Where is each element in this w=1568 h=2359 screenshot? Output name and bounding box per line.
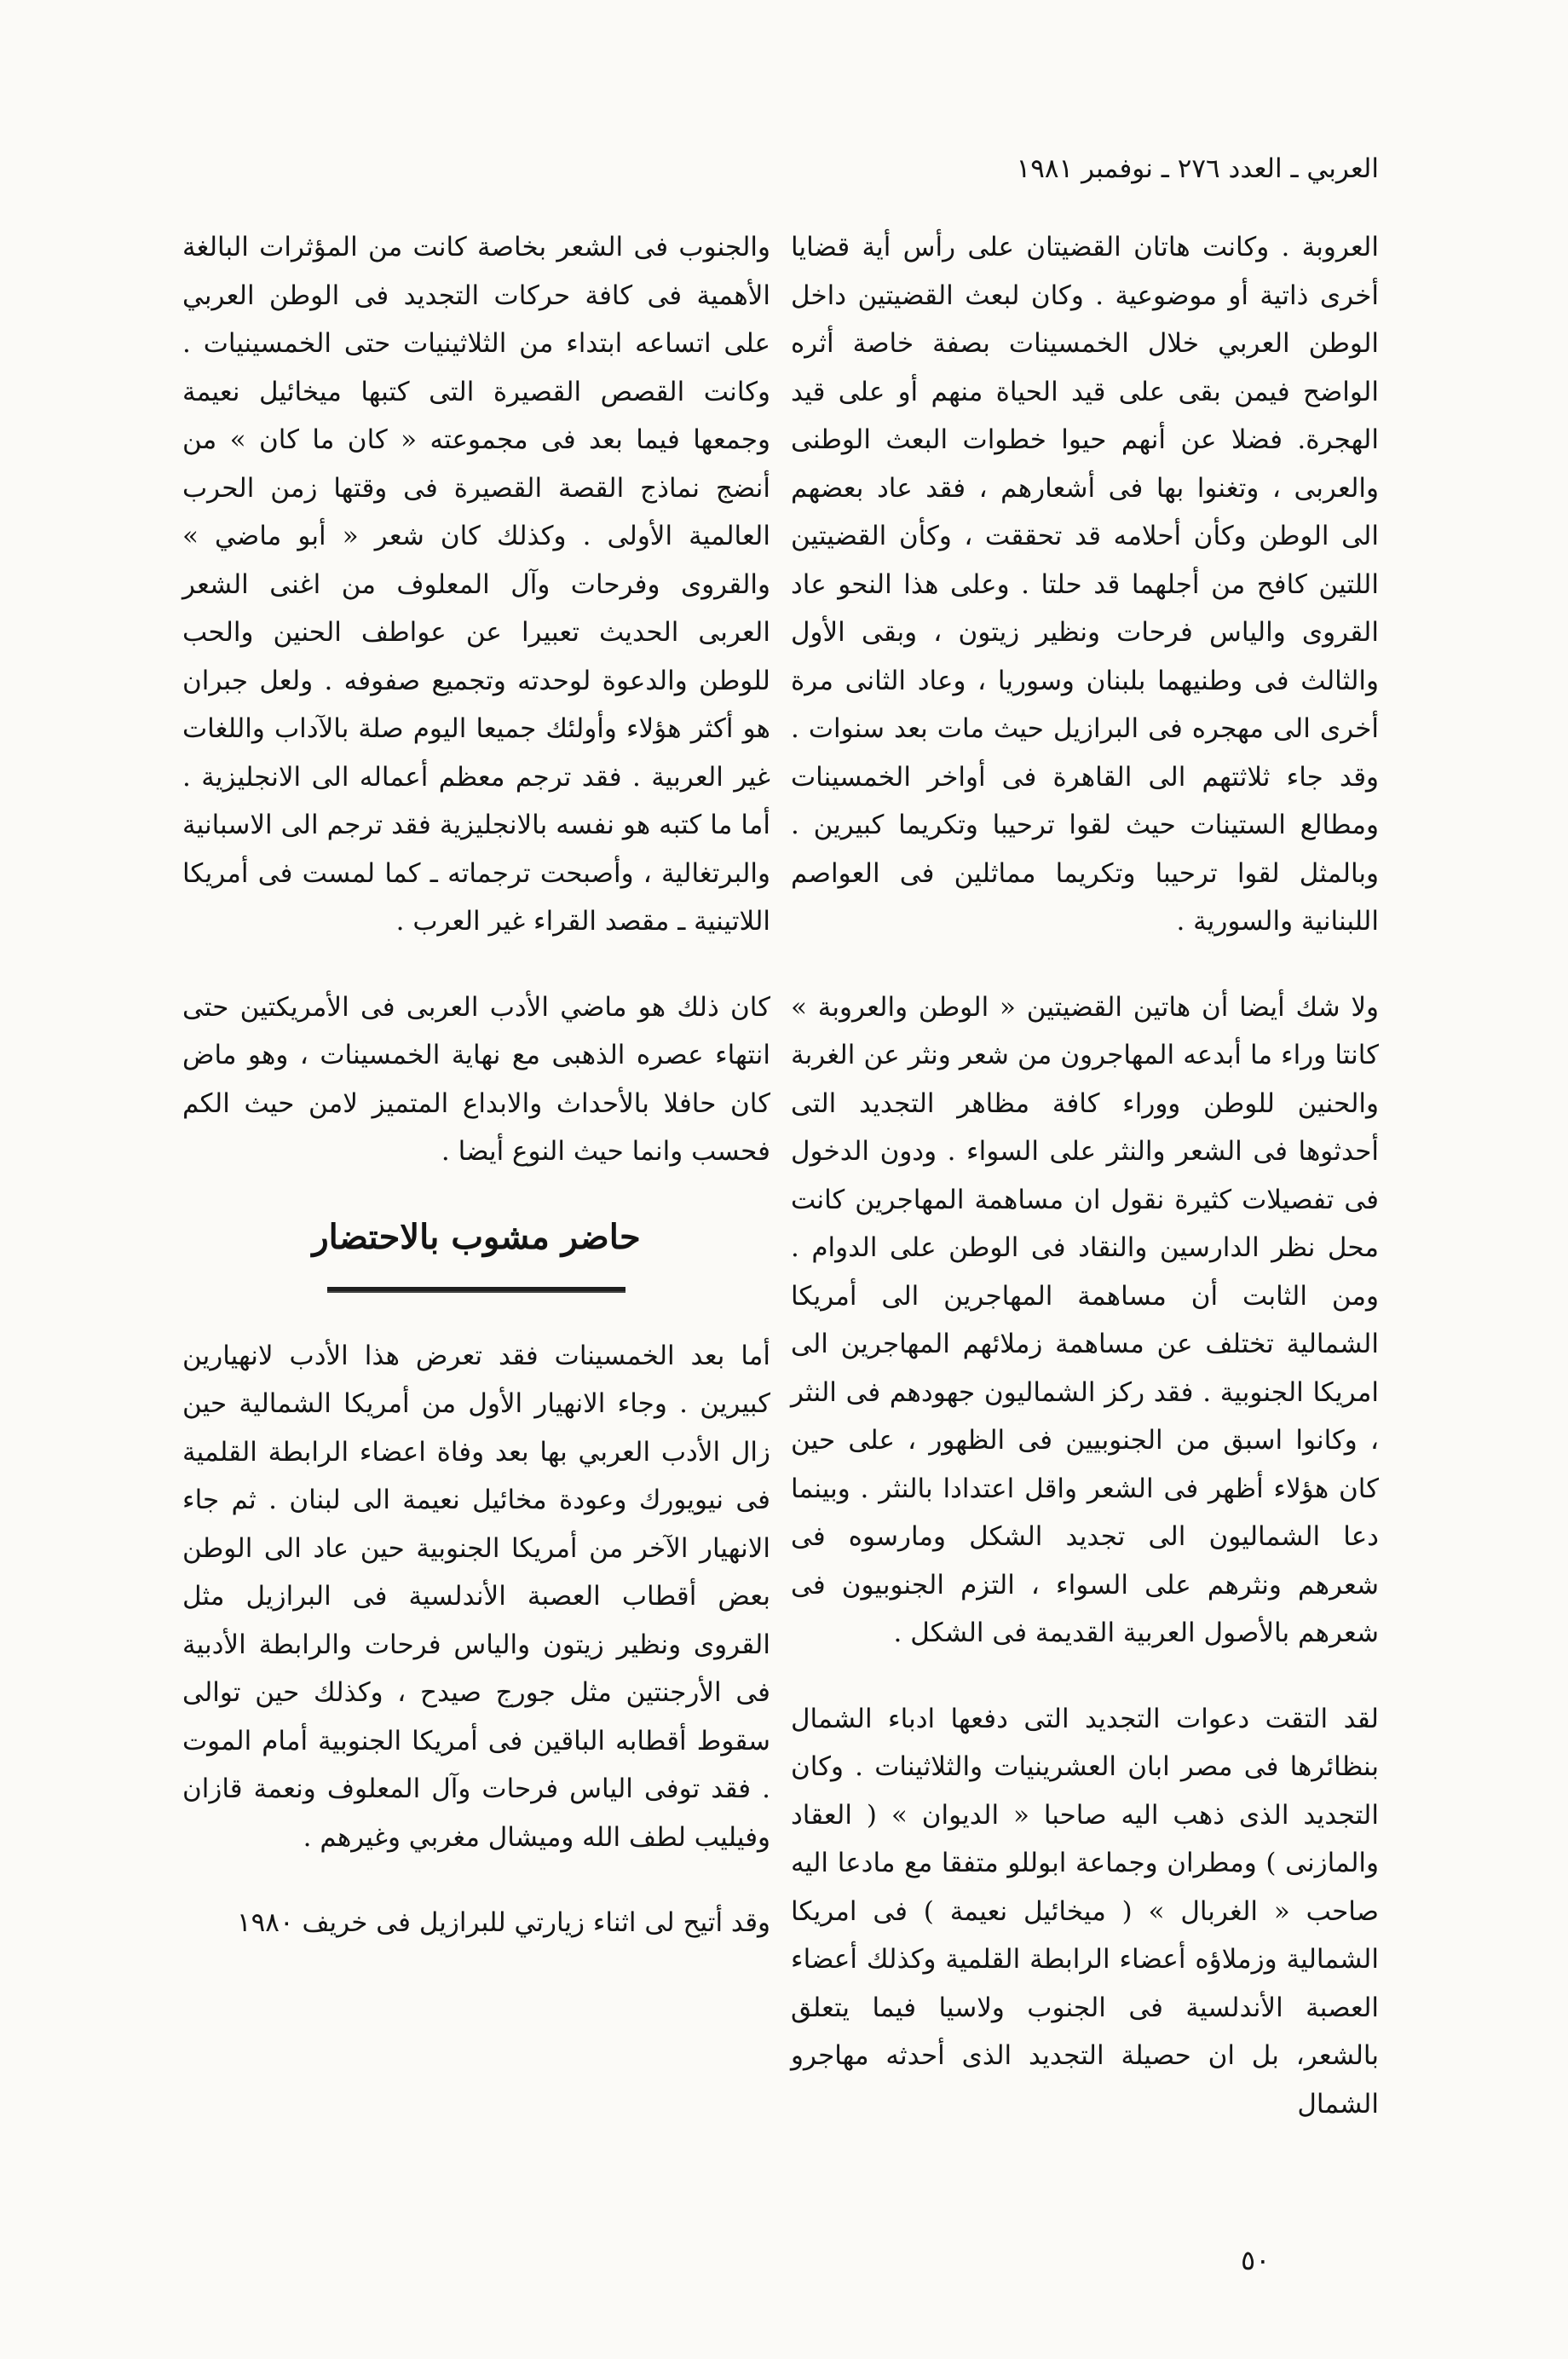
page-number: ٥٠: [1241, 2244, 1271, 2276]
article-column-left: [182, 223, 770, 1947]
section-heading: حاضر مشوب بالاحتضار: [312, 1216, 641, 1257]
article-column-right: [791, 223, 1379, 2128]
paragraph: ولا شك أيضا أن هاتين القضيتين « الوطن والعروبة » كانتا وراء ما أبدعه المهاجرون من شعر ونثر عن الغربة والحنين للوطن ووراء كافة مظاهر التجديد التى أحدثوها فى الشعر والنثر على السواء . ودون الدخول فى تفصيلات كثيرة نقول ان مساهمة المهاجرين كانت محل نظر الدارسين والنقاد فى الوطن على الدوام . ومن الثابت أن مساهمة المهاجرين الى أمريكا الشمالية تختلف عن مساهمة زملائهم المهاجرين الى امريكا الجنوبية . فقد ركز الشماليون جهودهم فى النثر ، وكانوا اسبق من الجنوبيين فى الظهور ، على حين كان هؤلاء أظهر فى الشعر واقل اعتدادا بالنثر . وبينما دعا الشماليون الى تجديد الشكل ومارسوه فى شعرهم ونثرهم على السواء ، التزم الجنوبيون فى شعرهم بالأصول العربية القديمة فى الشكل .: [791, 991, 1379, 1648]
heading-underline: [327, 1287, 625, 1293]
paragraph: وقد أتيح لى اثناء زيارتي للبرازيل فى خريف ١٩٨٠: [237, 1907, 770, 1938]
paragraph: كان ذلك هو ماضي الأدب العربى فى الأمريكتين حتى انتهاء عصره الذهبى مع نهاية الخمسينات ، وهو ماض كان حافلا بالأحداث والابداع المتميز لامن حيث الكم فحسب وانما حيث النوع أيضا .: [182, 991, 770, 1167]
paragraph: أما بعد الخمسينات فقد تعرض هذا الأدب لانهيارين كبيرين . وجاء الانهيار الأول من أمريكا الشمالية حين زال الأدب العربي بها بعد وفاة اعضاء الرابطة القلمية فى نيويورك وعودة مخائيل نعيمة الى لبنان . ثم جاء الانهيار الآخر من أمريكا الجنوبية حين عاد الى الوطن بعض أقطاب العصبة الأندلسية فى البرازيل مثل القروى ونظير زيتون والياس فرحات والرابطة الأدبية فى الأرجنتين مثل جورج صيدح ، وكذلك حين توالى سقوط أقطابه الباقين فى أمريكا الجنوبية أمام الموت . فقد توفى الياس فرحات وآل المعلوف ونعمة قازان وفيليب لطف الله وميشال مغربي وغيرهم .: [182, 1340, 770, 1853]
paragraph: العروبة . وكانت هاتان القضيتان على رأس أية قضايا أخرى ذاتية أو موضوعية . وكان لبعث القضيتين داخل الوطن العربي خلال الخمسينات بصفة خاصة أثره الواضح فيمن بقى على قيد الحياة منهم أو على قيد الهجرة. فضلا عن أنهم حيوا خطوات البعث الوطنى والعربى ، وتغنوا بها فى أشعارهم ، فقد عاد بعضهم الى الوطن وكأن أحلامه قد تحققت ، وكأن القضيتين اللتين كافح من أجلهما قد حلتا . وعلى هذا النحو عاد القروى والياس فرحات ونظير زيتون ، وبقى الأول والثالث فى وطنيهما بلبنان وسوريا ، وعاد الثانى مرة أخرى الى مهجره فى البرازيل حيث مات بعد سنوات . وقد جاء ثلاثتهم الى القاهرة فى أواخر الخمسينات ومطالع الستينات حيث لقوا ترحيبا وتكريما كبيرين . وبالمثل لقوا ترحيبا وتكريما مماثلين فى العواصم اللبنانية والسورية .: [791, 232, 1379, 937]
paragraph: والجنوب فى الشعر بخاصة كانت من المؤثرات البالغة الأهمية فى كافة حركات التجديد فى الوطن العربي على اتساعه ابتداء من الثلاثينيات حتى الخمسينيات . وكانت القصص القصيرة التى كتبها ميخائيل نعيمة وجمعها فيما بعد فى مجموعته « كان ما كان » من أنضج نماذج القصة القصيرة فى وقتها زمن الحرب العالمية الأولى . وكذلك كان شعر « أبو ماضي » والقروى وفرحات وآل المعلوف من اغنى الشعر العربى الحديث تعبيرا عن عواطف الحنين والحب للوطن والدعوة لوحدته وتجميع صفوفه . ولعل جبران هو أكثر هؤلاء وأولئك جميعا اليوم صلة بالآداب واللغات غير العربية . فقد ترجم معظم أعماله الى الانجليزية . أما ما كتبه هو نفسه بالانجليزية فقد ترجم الى الاسبانية والبرتغالية ، وأصبحت ترجماته ـ كما لمست فى أمريكا اللاتينية ـ مقصد القراء غير العرب .: [182, 232, 770, 937]
running-header: العربي ـ العدد ٢٧٦ ـ نوفمبر ١٩٨١: [1016, 153, 1379, 184]
paragraph: لقد التقت دعوات التجديد التى دفعها ادباء الشمال بنظائرها فى مصر ابان العشرينيات والثلاثينات . وكان التجديد الذى ذهب اليه صاحبا « الديوان » ( العقاد والمازنى ) ومطران وجماعة ابوللو متفقا مع مادعا اليه صاحب « الغربال » ( ميخائيل نعيمة ) فى امريكا الشمالية وزملاؤه أعضاء الرابطة القلمية وكذلك أعضاء العصبة الأندلسية فى الجنوب ولاسيا فيما يتعلق بالشعر، بل ان حصيلة التجديد الذى أحدثه مهاجرو الشمال: [791, 1703, 1379, 2120]
